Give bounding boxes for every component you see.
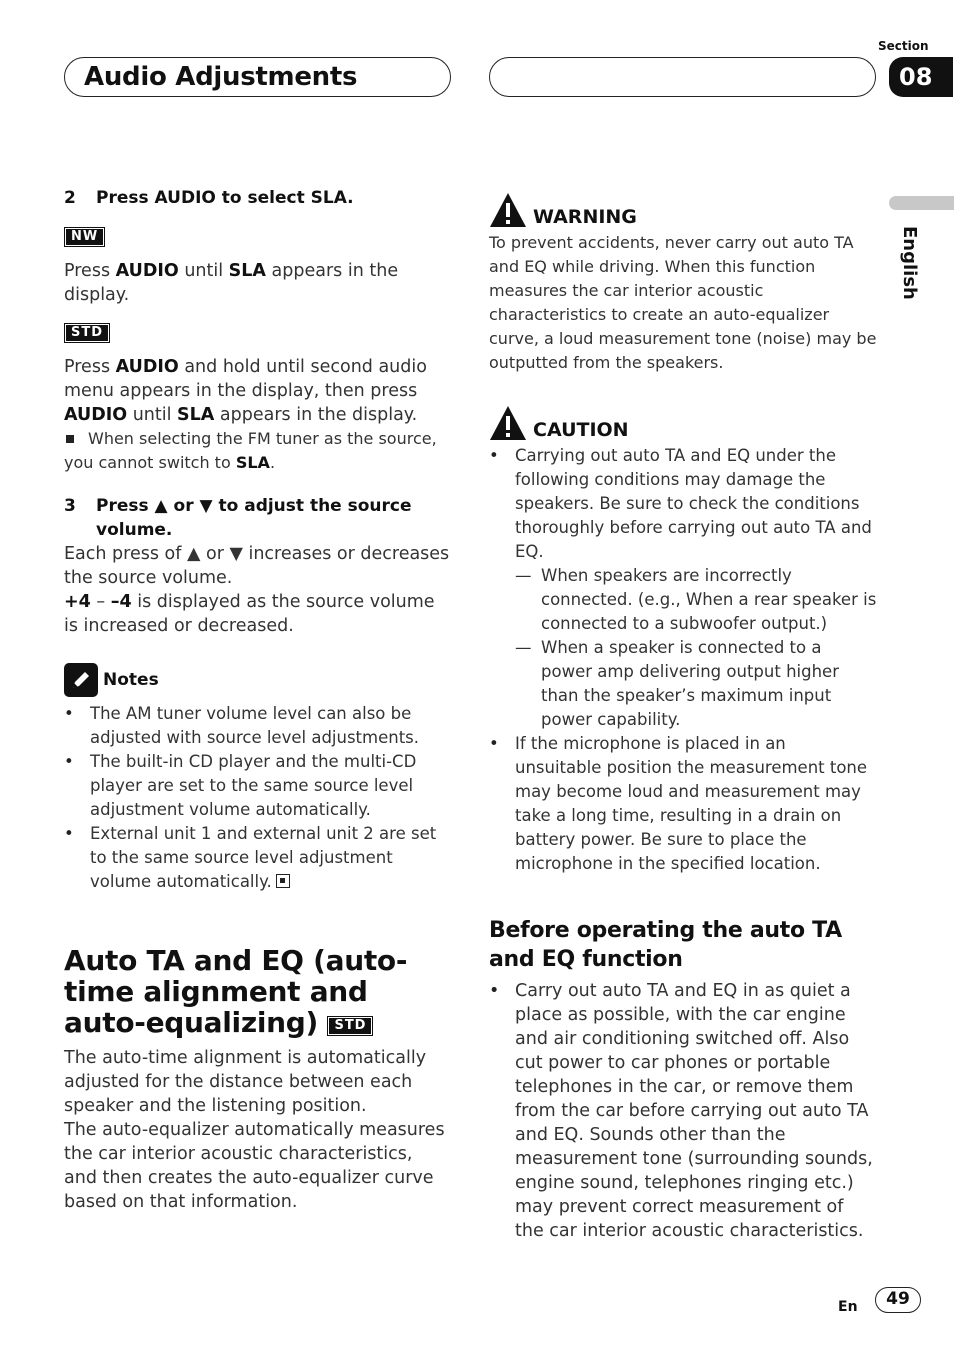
std-instruction: Press AUDIO and hold until second audio menu appears in the display, then press AUDIO until SLA appears in the display.	[64, 357, 427, 425]
list-item: — When a speaker is connected to a power amp delivering output higher than the speaker’s maximum input power capability.	[489, 636, 877, 732]
auto-eq-paragraph: The auto-equalizer automatically measures the car interior acoustic characteristics, and then creates the auto-equalizer curve based on that information.	[64, 1120, 445, 1212]
language-tab-marker	[889, 196, 954, 210]
pencil-note-icon	[64, 663, 98, 697]
page-number: 49	[875, 1287, 921, 1313]
section-number: 08	[889, 57, 953, 97]
caution-list-2	[489, 732, 877, 876]
nw-instruction: Press AUDIO until SLA appears in the display.	[64, 261, 399, 305]
caution-icon	[489, 405, 527, 441]
step-3: 3 Press ▲ or ▼ to adjust the source volume.	[64, 496, 412, 540]
right-column	[489, 192, 877, 1243]
notes-list	[64, 702, 450, 894]
std-badge: STD	[327, 1016, 373, 1036]
left-column	[64, 186, 450, 1214]
language-label: English	[899, 226, 920, 300]
caution-sub-list	[489, 564, 877, 732]
fm-tuner-note: When selecting the FM tuner as the source, you cannot switch to SLA.	[64, 429, 437, 472]
before-operating-heading: Before operating the auto TA and EQ function	[489, 918, 842, 972]
step-2: 2 Press AUDIO to select SLA.	[64, 188, 354, 208]
notes-header: Notes	[64, 663, 450, 697]
list-item: • Carry out auto TA and EQ in as quiet a place as possible, with the car engine and air conditioning switched off. Also cut power to car phones or portable telephones in the car, or remove them from the car before carrying out auto TA and EQ. Sounds other than the measurement tone (surrounding sounds, engine sound, telephones ringing etc.) may prevent correct measurement of the car interior acoustic characteristics.	[489, 979, 877, 1243]
list-item: • If the microphone is placed in an unsuitable position the measurement tone may become loud and measurement may take a long time, resulting in a drain on battery power. Be sure to place the microphone in the specified location.	[489, 732, 877, 876]
nw-badge: NW	[64, 227, 105, 247]
std-badge: STD	[64, 323, 110, 343]
list-item: • Carrying out auto TA and EQ under the following conditions may damage the speakers. Be sure to check the conditions thoroughly before carrying out auto TA and EQ.	[489, 444, 877, 564]
step-3-body: Each press of ▲ or ▼ increases or decreases the source volume.	[64, 544, 450, 588]
before-operating-list	[489, 979, 877, 1243]
list-item: • External unit 1 and external unit 2 are set to the same source level adjustment volume automatically.	[64, 822, 450, 894]
end-mark-icon	[276, 874, 290, 888]
warning-header: WARNING	[489, 192, 877, 228]
auto-ta-paragraph: The auto-time alignment is automatically adjusted for the distance between each speaker and the listening position.	[64, 1048, 427, 1116]
page-title: Audio Adjustments	[84, 62, 358, 92]
auto-ta-eq-heading: Auto TA and EQ (auto-time alignment and auto-equalizing) STD	[64, 944, 408, 1039]
warning-text: To prevent accidents, never carry out auto TA and EQ while driving. When this function measures the car interior acoustic characteristics to create an auto-equalizer curve, a loud measurement tone (noise) may be outputted from the speakers.	[489, 233, 877, 372]
list-item: • The AM tuner volume level can also be adjusted with source level adjustments.	[64, 702, 450, 750]
square-bullet-icon	[66, 435, 74, 443]
caution-header: CAUTION	[489, 405, 877, 441]
caution-list	[489, 444, 877, 564]
list-item: • The built-in CD player and the multi-CD player are set to the same source level adjustment volume automatically.	[64, 750, 450, 822]
header-pill-right	[489, 57, 876, 97]
warning-icon	[489, 192, 527, 228]
section-label: Section	[878, 39, 929, 53]
footer-language: En	[838, 1299, 858, 1315]
list-item: — When speakers are incorrectly connected. (e.g., When a rear speaker is connected to a subwoofer output.)	[489, 564, 877, 636]
volume-range-text: +4 – –4 is displayed as the source volume is increased or decreased.	[64, 592, 435, 636]
